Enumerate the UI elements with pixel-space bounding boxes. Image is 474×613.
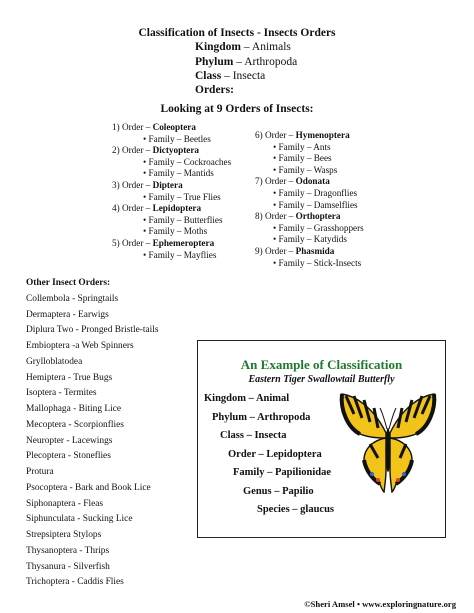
order-right-3: 9) Order – Phasmida xyxy=(255,246,335,256)
family-item: • Family – Moths xyxy=(143,226,208,237)
family-item: • Family – Mayflies xyxy=(143,249,217,260)
orders-label: Orders: xyxy=(195,84,234,96)
family-item: • Family – Katydids xyxy=(273,234,347,245)
family-item: • Family – Ants xyxy=(273,141,331,152)
classification-step-class: Class – Insecta xyxy=(220,430,287,441)
family-item: • Family – Mantids xyxy=(143,168,214,179)
other-orders-title: Other Insect Orders: xyxy=(26,278,111,288)
other-order-item: Collembola - Springtails xyxy=(26,293,119,304)
family-item: • Family – Butterflies xyxy=(143,214,223,225)
orders-right-column xyxy=(255,130,425,270)
other-order-item: Siphunculata - Sucking Lice xyxy=(26,514,133,525)
other-order-item: Neuropter - Lacewings xyxy=(26,435,113,446)
other-order-item: Mallophaga - Biting Lice xyxy=(26,404,122,414)
other-order-item: Thysanoptera - Thrips xyxy=(26,545,110,556)
order-left-0: 1) Order – Coleoptera xyxy=(112,122,196,132)
other-order-item: Diplura Two - Pronged Bristle-tails xyxy=(26,325,159,336)
family-item: • Family – Grasshoppers xyxy=(273,222,364,233)
order-left-4: 5) Order – Ephemeroptera xyxy=(112,238,215,248)
family-item: • Family – Cockroaches xyxy=(143,156,232,167)
class-line: Class – Insecta xyxy=(195,70,266,82)
other-order-item: Isoptera - Termites xyxy=(26,388,97,399)
other-order-item: Plecoptera - Stoneflies xyxy=(26,451,111,462)
classification-step-species: Species – glaucus xyxy=(257,504,335,515)
order-left-3: 4) Order – Lepidoptera xyxy=(112,203,202,214)
classification-step-genus: Genus – Papilio xyxy=(243,485,314,497)
family-item: • Family – Damselflies xyxy=(273,199,358,210)
classification-step-kingdom: Kingdom – Animal xyxy=(204,393,290,404)
order-left-2: 3) Order – Diptera xyxy=(112,180,183,190)
phylum-line: Phylum – Arthropoda xyxy=(195,56,298,68)
other-order-item: Siphonaptera - Fleas xyxy=(26,498,104,509)
other-order-item: Protura xyxy=(26,467,54,477)
other-order-item: Thysanura - Silverfish xyxy=(26,561,110,572)
family-item: • Family – Stick-Insects xyxy=(273,257,362,268)
classification-step-order: Order – Lepidoptera xyxy=(228,448,322,460)
order-left-1: 2) Order – Dictyoptera xyxy=(112,145,200,156)
order-right-0: 6) Order – Hymenoptera xyxy=(255,130,350,140)
example-subtitle: Eastern Tiger Swallowtail Butterfly xyxy=(248,374,395,385)
other-order-item: Mecoptera - Scorpionflies xyxy=(26,419,124,430)
kingdom-line: Kingdom – Animals xyxy=(195,41,291,53)
orders-left-column xyxy=(112,122,262,262)
family-item: • Family – Dragonflies xyxy=(273,188,358,198)
family-item: • Family – Wasps xyxy=(273,164,338,175)
other-order-item: Psocoptera - Bark and Book Lice xyxy=(26,482,151,493)
other-orders-list xyxy=(26,276,159,591)
other-order-item: Grylloblatodea xyxy=(26,356,83,367)
other-order-item: Hemiptera - True Bugs xyxy=(26,372,113,383)
other-order-item: Strepsiptera Stylops xyxy=(26,530,102,540)
classification-step-family: Family – Papilionidae xyxy=(233,467,332,478)
other-order-item: Trichoptera - Caddis Flies xyxy=(26,577,124,588)
family-item: • Family – Bees xyxy=(273,153,332,164)
other-order-item: Embioptera -a Web Spinners xyxy=(26,341,134,351)
butterfly-illustration xyxy=(338,388,438,493)
copyright-credit: ©Sheri Amsel • www.exploringnature.org xyxy=(304,599,456,609)
other-order-item: Dermaptera - Earwigs xyxy=(26,309,109,320)
page-title: Classification of Insects - Insects Orders xyxy=(138,27,336,39)
order-right-1: 7) Order – Odonata xyxy=(255,176,330,187)
example-title: An Example of Classification xyxy=(240,357,403,372)
order-right-2: 8) Order – Orthoptera xyxy=(255,211,341,222)
family-item: • Family – Beetles xyxy=(143,133,211,144)
classification-step-phylum: Phylum – Arthropoda xyxy=(212,411,311,423)
family-item: • Family – True Flies xyxy=(143,191,221,202)
nine-orders-subtitle: Looking at 9 Orders of Insects: xyxy=(160,103,314,115)
